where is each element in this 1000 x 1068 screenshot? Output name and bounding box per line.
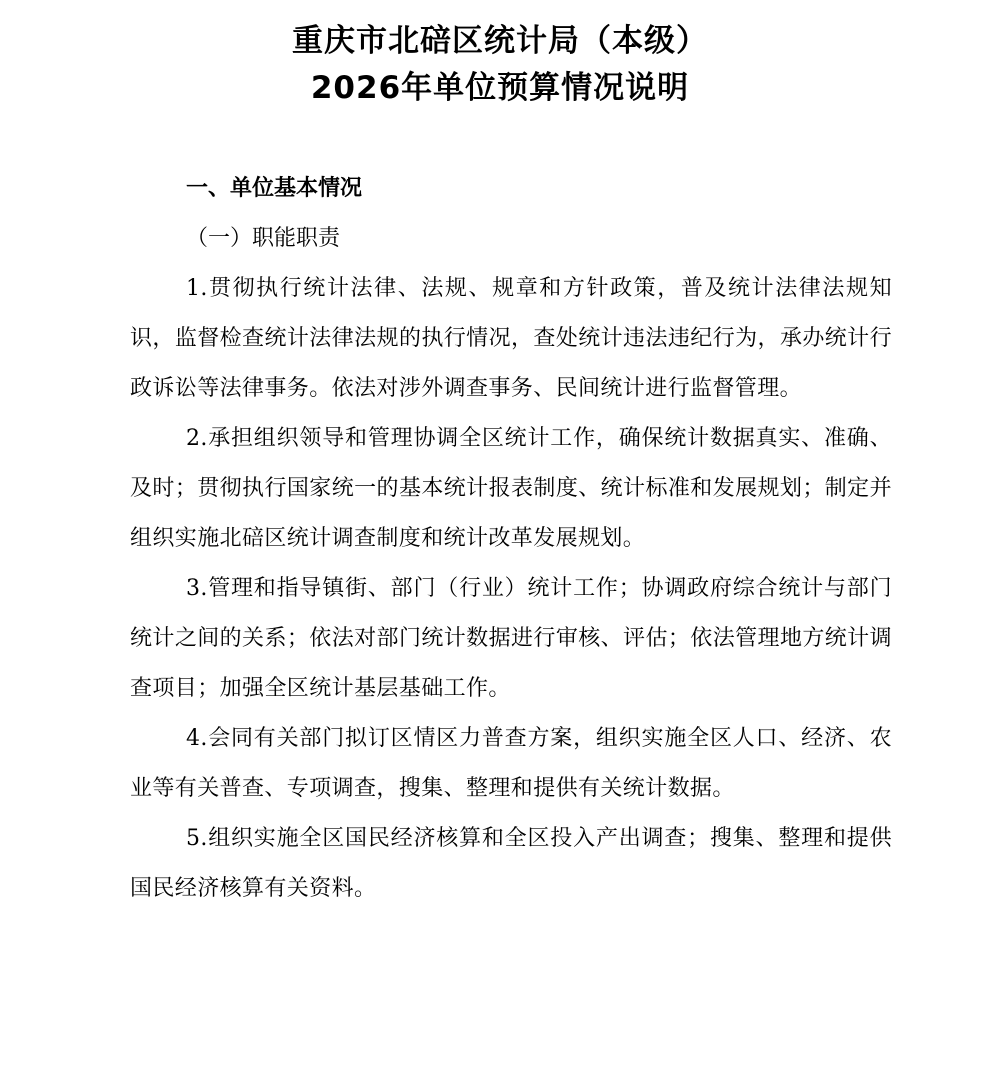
sub-heading: （一）职能职责 xyxy=(186,226,341,251)
paragraph: 2.承担组织领导和管理协调全区统计工作，确保统计数据真实、准确、及时；贯彻执行国家统一的基本统计报表制度、统计标准和发展规划；制定并组织实施北碚区统计调查制度和统计改革发展规划。 xyxy=(130,426,892,551)
paragraph: 3.管理和指导镇街、部门（行业）统计工作；协调政府综合统计与部门统计之间的关系；依法对部门统计数据进行审核、评估；依法管理地方统计调查项目；加强全区统计基层基础工作。 xyxy=(130,576,892,701)
page-title-line-1: 重庆市北碚区统计局（本级） xyxy=(292,23,708,59)
document-body xyxy=(0,164,1000,914)
page-title-line-2: 2026年单位预算情况说明 xyxy=(310,70,690,106)
paragraph: 1.贯彻执行统计法律、法规、规章和方针政策，普及统计法律法规知识，监督检查统计法律法规的执行情况，查处统计违法违纪行为，承办统计行政诉讼等法律事务。依法对涉外调查事务、民间统计进行监督管理。 xyxy=(130,276,892,401)
paragraph: 4.会同有关部门拟订区情区力普查方案，组织实施全区人口、经济、农业等有关普查、专项调查，搜集、整理和提供有关统计数据。 xyxy=(130,726,892,801)
paragraph: 5.组织实施全区国民经济核算和全区投入产出调查；搜集、整理和提供国民经济核算有关资料。 xyxy=(130,826,892,901)
page-title xyxy=(0,0,1000,112)
section-heading: 一、单位基本情况 xyxy=(186,176,363,201)
